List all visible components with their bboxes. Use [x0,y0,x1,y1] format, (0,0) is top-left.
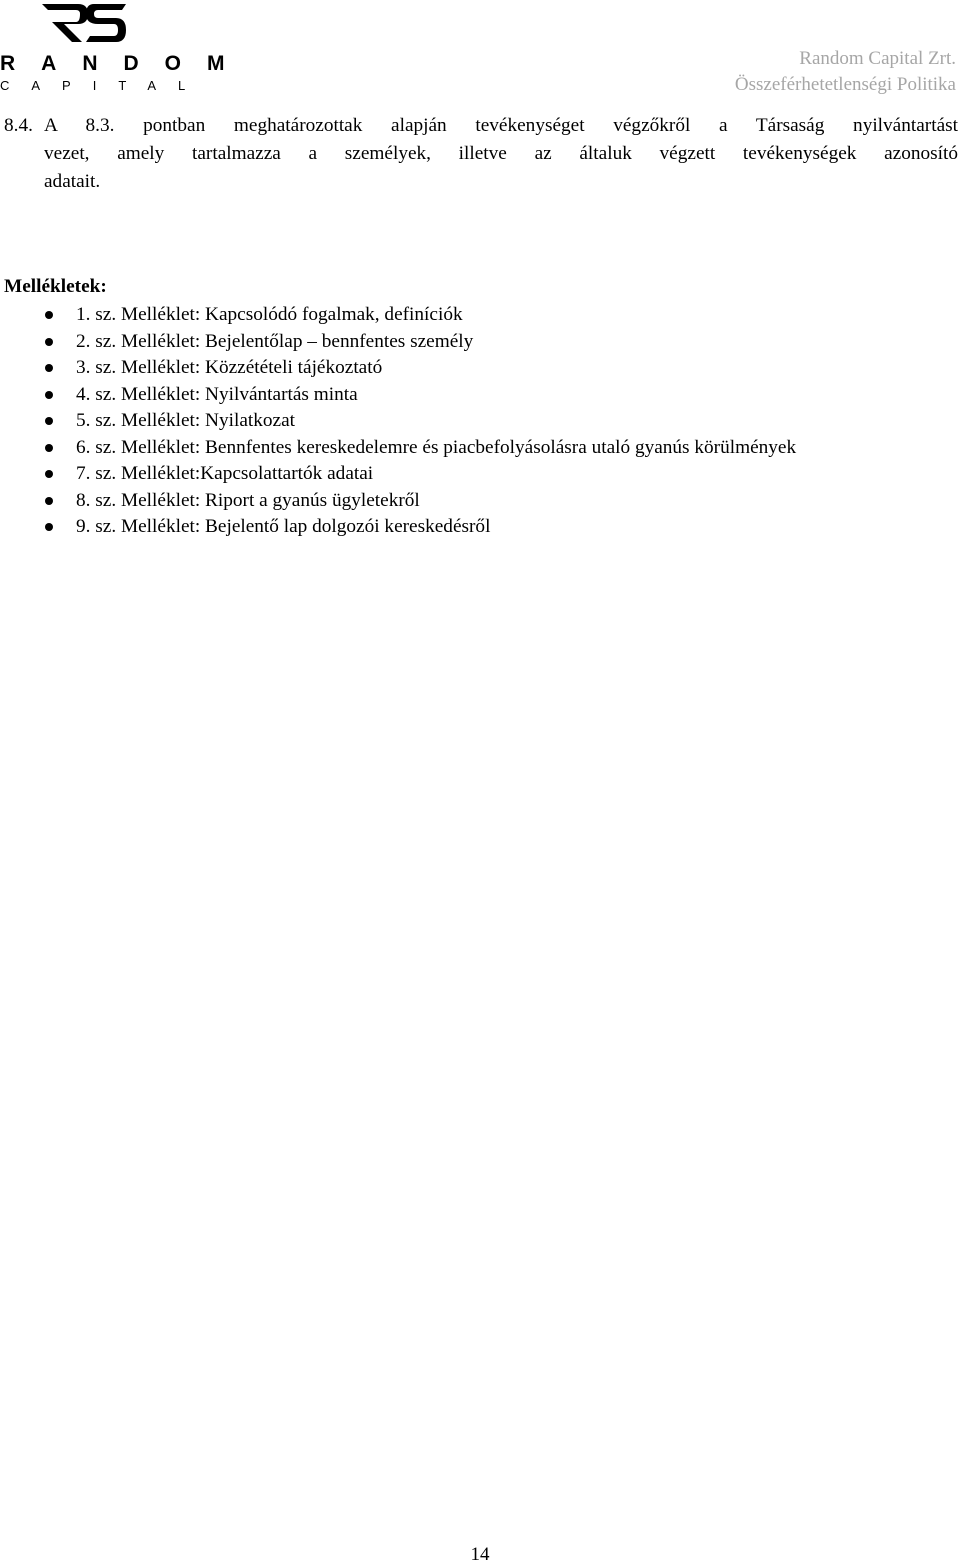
paragraph-line-2: vezet, amely tartalmazza a személyek, illetve az általuk végzett tevékenységek azonosító [44,143,958,164]
bullet-icon [45,470,53,478]
logo-subtitle: CAPITAL [0,78,208,93]
attachment-label: 2. sz. Melléklet: Bejelentőlap – bennfentes személy [76,330,474,352]
list-item [0,488,940,515]
bullet-icon [45,364,53,372]
attachments-list [0,302,940,541]
bullet-icon [45,338,53,346]
paragraph-text-1: A 8.3. pontban meghatározottak alapján tevékenységet végzőkről a Társaság nyilvántartást [44,115,958,136]
list-item [0,382,940,409]
section-number: 8.4. [4,115,33,136]
bullet-icon [45,391,53,399]
list-item [0,408,940,435]
attachment-label: 1. sz. Melléklet: Kapcsolódó fogalmak, definíciók [76,304,463,325]
bullet-icon [45,311,53,319]
list-item [0,329,940,356]
section-paragraph [4,112,958,196]
list-item [0,355,940,382]
list-item [0,435,940,462]
attachment-label: 5. sz. Melléklet: Nyilatkozat [76,410,295,431]
document-header [735,46,956,98]
bullet-icon [45,417,53,425]
attachment-label: 8. sz. Melléklet: Riport a gyanús ügyletekről [76,489,420,511]
bullet-icon [45,497,53,505]
rc-monogram-icon [38,0,130,44]
bullet-icon [45,523,53,531]
bullet-icon [45,444,53,452]
list-item [0,514,940,541]
attachment-label: 9. sz. Melléklet: Bejelentő lap dolgozói kereskedésről [76,516,491,537]
list-item [0,461,940,488]
attachment-label: 4. sz. Melléklet: Nyilvántartás minta [76,383,358,405]
attachments-heading: Mellékletek: [4,276,107,297]
logo-wordmark: RANDOM [0,52,251,75]
company-name: Random Capital Zrt. [799,48,956,69]
attachment-label: 6. sz. Melléklet: Bennfentes kereskedelemre és piacbefolyásolásra utaló gyanús körülmények [76,436,797,458]
company-logo [0,0,251,100]
attachment-label: 3. sz. Melléklet: Közzétételi tájékoztató [76,357,383,378]
list-item [0,302,940,329]
paragraph-line-1 [4,112,958,140]
page-number: 14 [470,1544,490,1565]
attachment-label: 7. sz. Melléklet:Kapcsolattartók adatai [76,463,374,484]
paragraph-line-3: adatait. [44,171,101,192]
document-title: Összeférhetetlenségi Politika [734,74,956,95]
